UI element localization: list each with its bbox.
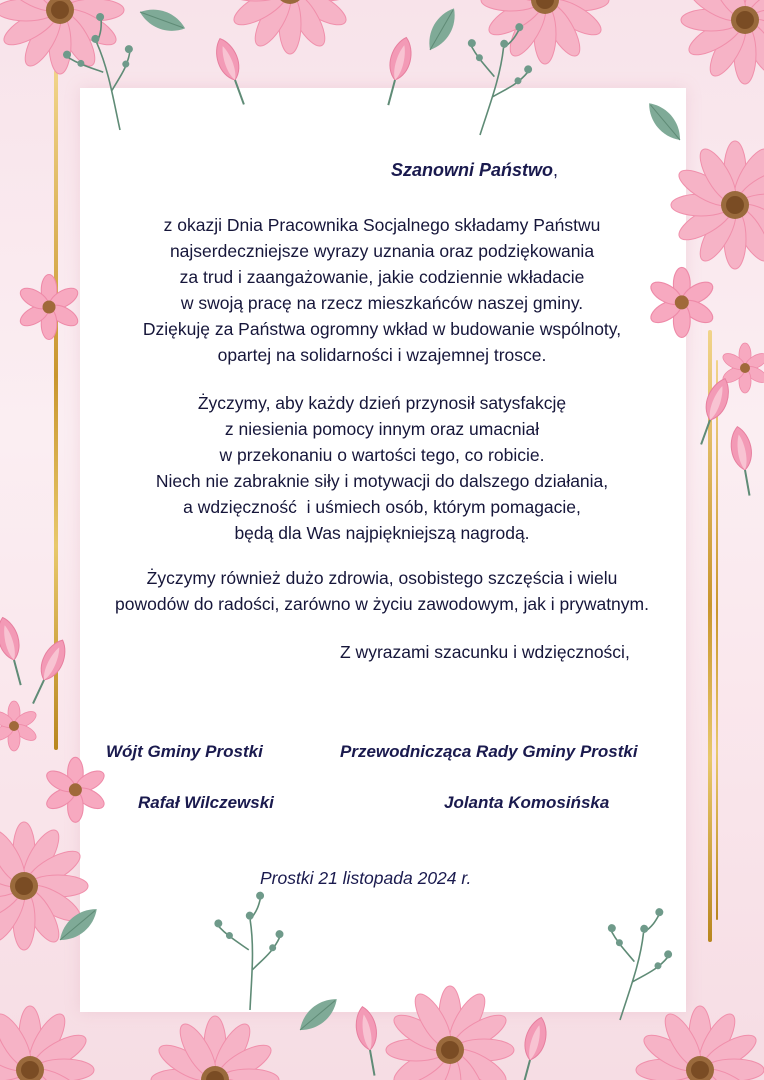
bud-icon	[514, 1015, 551, 1080]
bud-icon	[379, 35, 416, 108]
flower-icon	[151, 1016, 279, 1080]
closing-line: Z wyrazami szacunku i wdzięczności,	[340, 642, 630, 662]
paragraph-line: powodów do radości, zarówno w życiu zawodowym, jak i prywatnym.	[115, 594, 649, 614]
signature-name-left: Rafał Wilczewski	[138, 793, 274, 812]
paragraph-line: Życzymy również dużo zdrowia, osobistego szczęścia i wielu	[146, 568, 618, 588]
flower-icon	[43, 757, 107, 822]
paragraph-line: w swoją pracę na rzecz mieszkańców naszej gminy.	[180, 293, 584, 313]
bud-icon	[0, 615, 30, 688]
paragraph-line: a wdzięczność i uśmiech osób, którym pomagacie,	[183, 497, 581, 517]
paragraph-1	[0, 212, 764, 368]
flower-icon	[681, 0, 764, 84]
bottom-floral-border	[0, 920, 764, 1080]
signature-title-left: Wójt Gminy Prostki	[106, 742, 263, 761]
paragraph-line: w przekonaniu o wartości tego, co robicie.	[219, 445, 545, 465]
paragraph-line: najserdeczniejsze wyrazy uznania oraz podziękowania	[169, 241, 595, 261]
paragraph-line: opartej na solidarności i wzajemnej trosce.	[217, 345, 547, 365]
paragraph-line: będą dla Was najpiękniejszą nagrodą.	[234, 523, 530, 543]
signature-name-right: Jolanta Komosińska	[444, 793, 610, 812]
paragraph-2	[0, 390, 764, 546]
paragraph-line: za trud i zaangażowanie, jakie codziennie wkładacie	[179, 267, 585, 287]
paragraph-3	[0, 565, 764, 617]
flower-icon	[386, 986, 514, 1080]
signature-title-right: Przewodnicząca Rady Gminy Prostki	[340, 742, 638, 761]
flower-icon	[636, 1006, 764, 1080]
leaf-icon	[642, 97, 687, 145]
greeting: Szanowni Państwo,	[391, 160, 559, 180]
paragraph-line: z niesienia pomocy innym oraz umacniał	[224, 419, 540, 439]
paragraph-line: Dziękuję za Państwa ogromny wkład w budowanie wspólnoty,	[142, 319, 622, 339]
flower-icon	[226, 0, 354, 54]
flower-icon	[0, 1006, 94, 1080]
paragraph-line: z okazji Dnia Pracownika Socjalnego składamy Państwu	[163, 215, 601, 235]
paragraph-line: Życzymy, aby każdy dzień przynosił satysfakcję	[197, 393, 567, 413]
bud-icon	[24, 636, 71, 708]
paragraph-line: Niech nie zabraknie siły i motywacji do dalszego działania,	[155, 471, 609, 491]
leaf-icon	[294, 992, 342, 1037]
letter-date: Prostki 21 listopada 2024 r.	[260, 868, 472, 888]
leaf-icon	[137, 4, 188, 37]
bud-icon	[353, 1005, 384, 1077]
bud-icon	[211, 35, 253, 107]
flower-icon	[0, 0, 124, 74]
flower-icon	[0, 701, 39, 751]
leaf-icon	[422, 4, 462, 55]
